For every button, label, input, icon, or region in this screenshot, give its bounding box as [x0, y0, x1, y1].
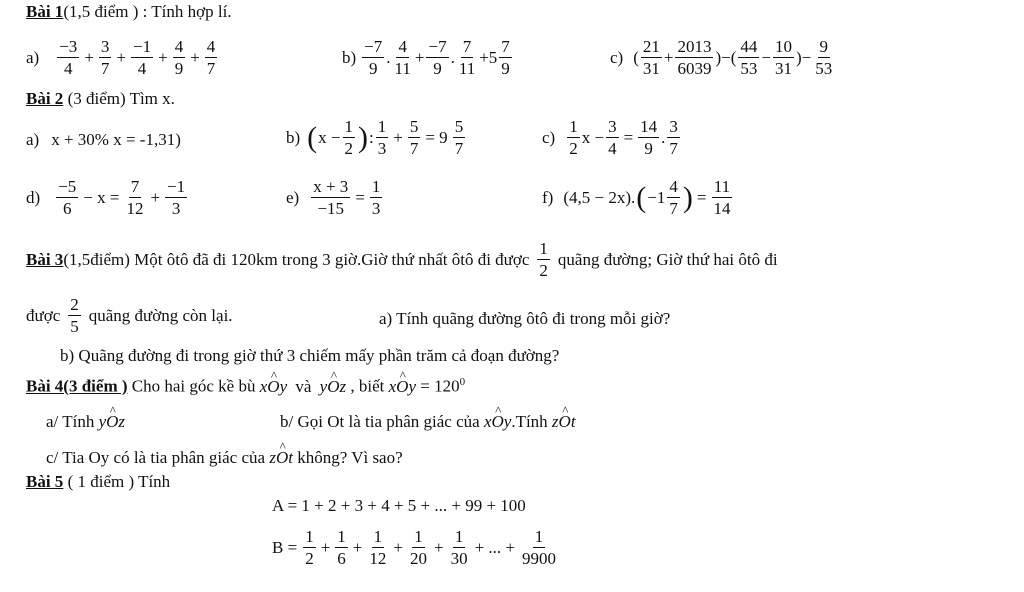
- den: 7: [669, 139, 678, 158]
- op: .: [386, 47, 391, 67]
- fraction: [370, 178, 383, 217]
- fraction: [738, 38, 759, 77]
- label: a): [26, 130, 40, 149]
- fraction: [449, 528, 470, 567]
- den: −15: [317, 199, 345, 218]
- b2-heading: [26, 89, 175, 109]
- angle: [552, 412, 576, 431]
- num: −1: [167, 177, 186, 196]
- ray: z: [269, 448, 276, 467]
- b1-b: [342, 38, 514, 77]
- ray: z: [118, 412, 126, 431]
- num: −1: [133, 37, 152, 56]
- op: x −: [318, 127, 341, 147]
- den: 6: [62, 199, 72, 218]
- den: 2: [569, 139, 578, 158]
- op: .: [450, 47, 455, 67]
- b4-line1: [26, 376, 465, 397]
- fraction: [453, 118, 466, 157]
- den: 4: [64, 59, 73, 78]
- b4-question-a: [46, 412, 125, 432]
- b3-text: được: [26, 305, 61, 325]
- b2-f: [542, 178, 734, 217]
- den: 6: [337, 549, 346, 568]
- vertex: ^ O: [267, 377, 279, 397]
- fraction: [408, 118, 421, 157]
- fraction: [343, 118, 356, 157]
- b2-points: (3 điểm) Tìm x.: [63, 89, 175, 108]
- op: .: [661, 127, 666, 147]
- num: 3: [669, 117, 678, 136]
- op: +: [352, 537, 363, 557]
- op: =: [623, 127, 634, 147]
- op: −1: [647, 187, 666, 207]
- op: + ... +: [474, 537, 515, 557]
- num: 1: [377, 117, 387, 136]
- paren: ): [358, 120, 369, 154]
- fraction: [393, 38, 413, 77]
- den: 9: [644, 139, 653, 158]
- num: 4: [398, 37, 407, 56]
- ray: y: [408, 376, 416, 396]
- num: 1: [371, 177, 381, 196]
- vertex: ^ O: [559, 412, 571, 432]
- num: −7: [428, 37, 447, 56]
- den: 3: [171, 199, 181, 218]
- fraction: [303, 528, 316, 567]
- num: −7: [364, 37, 383, 56]
- fraction: [499, 38, 512, 77]
- op: +: [414, 47, 425, 67]
- fraction: [667, 178, 680, 217]
- fraction: [813, 38, 834, 77]
- label: a): [26, 47, 40, 67]
- paren: (: [636, 180, 647, 214]
- op: (4,5 − 2x).: [563, 187, 636, 207]
- b2-c: [542, 118, 682, 157]
- op: = 9: [425, 127, 448, 147]
- ray: x: [259, 376, 268, 396]
- b2-a: [26, 130, 181, 150]
- den: 12: [126, 199, 144, 218]
- den: 9: [433, 59, 442, 78]
- op: (: [633, 47, 639, 67]
- num: 10: [775, 37, 792, 56]
- ray: x: [483, 412, 492, 431]
- fraction: [367, 528, 388, 567]
- den: 12: [369, 549, 387, 568]
- paren: ): [682, 180, 693, 214]
- b2-d: [26, 178, 189, 217]
- op: )−(: [715, 47, 737, 67]
- den: 7: [100, 59, 110, 78]
- b4-text: , biết: [350, 376, 385, 396]
- num: 3: [100, 37, 110, 56]
- den: 53: [815, 59, 833, 78]
- op: +: [393, 127, 403, 147]
- den: 14: [713, 199, 731, 218]
- op: +: [190, 47, 200, 67]
- fraction: [606, 118, 619, 157]
- b4-text: .Tính: [511, 412, 548, 431]
- num: 1: [337, 527, 346, 546]
- fraction: [99, 38, 112, 77]
- fraction: [711, 178, 732, 217]
- fraction: [56, 178, 78, 217]
- label: b): [286, 127, 301, 147]
- fraction: [173, 38, 186, 77]
- op: +: [320, 537, 331, 557]
- ray: y: [319, 376, 328, 396]
- fraction: [57, 38, 79, 77]
- num: 4: [669, 177, 678, 196]
- vertex: ^ O: [327, 377, 339, 397]
- op: −: [761, 47, 771, 67]
- op: +: [433, 537, 444, 557]
- num: 5: [454, 117, 464, 136]
- fraction: [773, 38, 794, 77]
- op: +: [150, 187, 161, 207]
- b4-text: c/ Tia Oy có là tia phân giác của: [46, 448, 266, 467]
- b4-text: không? Vì sao?: [292, 448, 403, 467]
- b1-a: [26, 38, 219, 77]
- num: 2: [70, 295, 79, 314]
- fraction: [667, 118, 680, 157]
- fraction: [335, 528, 348, 567]
- b4-value: = 120: [420, 376, 460, 396]
- den: 9: [368, 59, 378, 78]
- ray: y: [98, 412, 107, 431]
- num: 1: [454, 527, 464, 546]
- b4-title: Bài 4(3 điểm ): [26, 376, 128, 396]
- b1-c: [610, 38, 836, 77]
- num: 3: [608, 117, 617, 136]
- op: =: [696, 187, 707, 207]
- ray: z: [551, 412, 559, 431]
- b5-B: [272, 528, 560, 567]
- den: 9: [174, 59, 184, 78]
- den: 53: [740, 59, 758, 78]
- num: 1: [414, 527, 423, 546]
- angle: [484, 412, 511, 431]
- ray: y: [503, 412, 512, 431]
- b3-question-a: a) Tính quãng đường ôtô đi trong mỗi giờ?: [379, 309, 671, 328]
- fraction: [124, 178, 145, 217]
- num: 44: [740, 37, 758, 56]
- b5-title: Bài 5: [26, 472, 64, 491]
- den: 2: [344, 139, 354, 158]
- label: e): [286, 187, 300, 207]
- den: 5: [70, 317, 79, 336]
- fraction: [68, 296, 81, 335]
- ray: y: [279, 376, 288, 396]
- ray: x: [388, 376, 397, 396]
- den: 11: [394, 59, 411, 78]
- den: 4: [608, 139, 617, 158]
- b3-text: (1,5điểm) Một ôtô đã đi 120km trong 3 giờ.Giờ thứ nhất ôtô đi được: [63, 249, 530, 269]
- num: 21: [642, 37, 660, 56]
- den: 31: [642, 59, 660, 78]
- op: =: [355, 187, 365, 207]
- b2-b: [286, 118, 467, 157]
- fraction: [426, 38, 448, 77]
- op: +: [393, 537, 403, 557]
- angle: [320, 377, 346, 396]
- num: −5: [58, 177, 77, 196]
- b1-heading: [26, 2, 232, 22]
- den: 20: [409, 549, 427, 568]
- b2-e: [286, 178, 384, 217]
- fraction: [165, 178, 187, 217]
- b4-text: a/ Tính: [46, 412, 95, 431]
- num: 5: [409, 117, 419, 136]
- vertex: ^ O: [396, 377, 408, 397]
- den: 6039: [677, 59, 712, 78]
- den: 7: [454, 139, 464, 158]
- b3-title: Bài 3: [26, 249, 64, 269]
- num: −3: [59, 37, 78, 56]
- label: c): [542, 127, 556, 147]
- equation: x + 30% x = -1,31): [51, 130, 181, 149]
- op: :: [369, 127, 374, 147]
- den: 4: [137, 59, 147, 78]
- op: +: [116, 47, 126, 67]
- num: 1: [534, 527, 544, 546]
- num: 7: [501, 37, 510, 56]
- paren: (: [307, 120, 318, 154]
- vertex: ^ O: [491, 412, 503, 432]
- vertex: ^ O: [106, 412, 118, 432]
- fraction: [205, 38, 218, 77]
- b2-title: Bài 2: [26, 89, 64, 108]
- num: 1: [373, 527, 383, 546]
- op: +: [158, 47, 168, 67]
- den: 7: [206, 59, 216, 78]
- den: 2: [305, 549, 314, 568]
- den: 30: [450, 549, 468, 568]
- num: 1: [305, 527, 314, 546]
- fraction: [520, 528, 558, 567]
- b4-text: và: [295, 376, 312, 396]
- num: 1: [344, 117, 354, 136]
- den: 11: [458, 59, 476, 78]
- num: 1: [569, 117, 578, 136]
- label: c): [610, 47, 624, 67]
- den: 3: [377, 139, 387, 158]
- op: +: [663, 47, 674, 67]
- angle: [260, 377, 287, 396]
- vertex: ^ O: [276, 448, 288, 468]
- num: 1: [539, 239, 548, 258]
- num: 7: [130, 177, 140, 196]
- op: +: [84, 47, 94, 67]
- b4-question-b: [280, 412, 576, 432]
- degree: 0: [459, 376, 466, 388]
- ray: z: [339, 376, 347, 396]
- b1-title: Bài 1: [26, 2, 64, 21]
- den: 7: [669, 199, 678, 218]
- b4-question-c: [46, 448, 403, 468]
- num: 11: [713, 177, 731, 196]
- op: x −: [581, 127, 605, 147]
- b4-text: b/ Gọi Ot là tia phân giác của: [280, 412, 480, 431]
- angle: [99, 412, 125, 431]
- angle: [269, 448, 293, 467]
- fraction: [641, 38, 662, 77]
- op: +5: [479, 47, 498, 67]
- ray: t: [570, 412, 576, 431]
- op: )−: [796, 47, 812, 67]
- fraction: [362, 38, 384, 77]
- fraction: [457, 38, 477, 77]
- fraction: [408, 528, 429, 567]
- op: B =: [272, 537, 298, 557]
- num: x + 3: [313, 177, 349, 196]
- num: 2013: [677, 37, 712, 56]
- den: 31: [775, 59, 792, 78]
- b5-points: ( 1 điểm ) Tính: [63, 472, 171, 491]
- b3-text: quãng đường còn lại.: [88, 305, 233, 325]
- b5-heading: [26, 472, 170, 492]
- b4-text: Cho hai góc kề bù: [131, 376, 256, 396]
- den: 2: [539, 261, 548, 280]
- den: 3: [371, 199, 381, 218]
- label: d): [26, 187, 41, 207]
- b3-line2: [26, 296, 233, 335]
- label: f): [542, 187, 554, 207]
- op: − x =: [83, 187, 120, 207]
- fraction: [131, 38, 153, 77]
- fraction: [537, 240, 550, 279]
- num: 9: [819, 37, 828, 56]
- b5-A: A = 1 + 2 + 3 + 4 + 5 + ... + 99 + 100: [272, 496, 526, 515]
- den: 9900: [522, 549, 556, 568]
- angle: [389, 377, 416, 396]
- fraction: [567, 118, 580, 157]
- b3-question-b: b) Quãng đường đi trong giờ thứ 3 chiếm mấy phần trăm cả đoạn đường?: [60, 346, 560, 365]
- fraction: [638, 118, 659, 157]
- ray: t: [288, 448, 293, 467]
- fraction: [311, 178, 350, 217]
- b1-points: (1,5 điểm ) : Tính hợp lí.: [63, 2, 232, 21]
- b3-text: quãng đường; Giờ thứ hai ôtô đi: [557, 249, 778, 269]
- num: 14: [640, 117, 658, 136]
- den: 7: [409, 139, 419, 158]
- b3-line1: [26, 240, 778, 279]
- den: 9: [501, 59, 510, 78]
- fraction: [376, 118, 389, 157]
- num: 4: [206, 37, 216, 56]
- num: 4: [174, 37, 184, 56]
- fraction: [675, 38, 713, 77]
- label: b): [342, 47, 357, 67]
- num: 7: [462, 37, 472, 56]
